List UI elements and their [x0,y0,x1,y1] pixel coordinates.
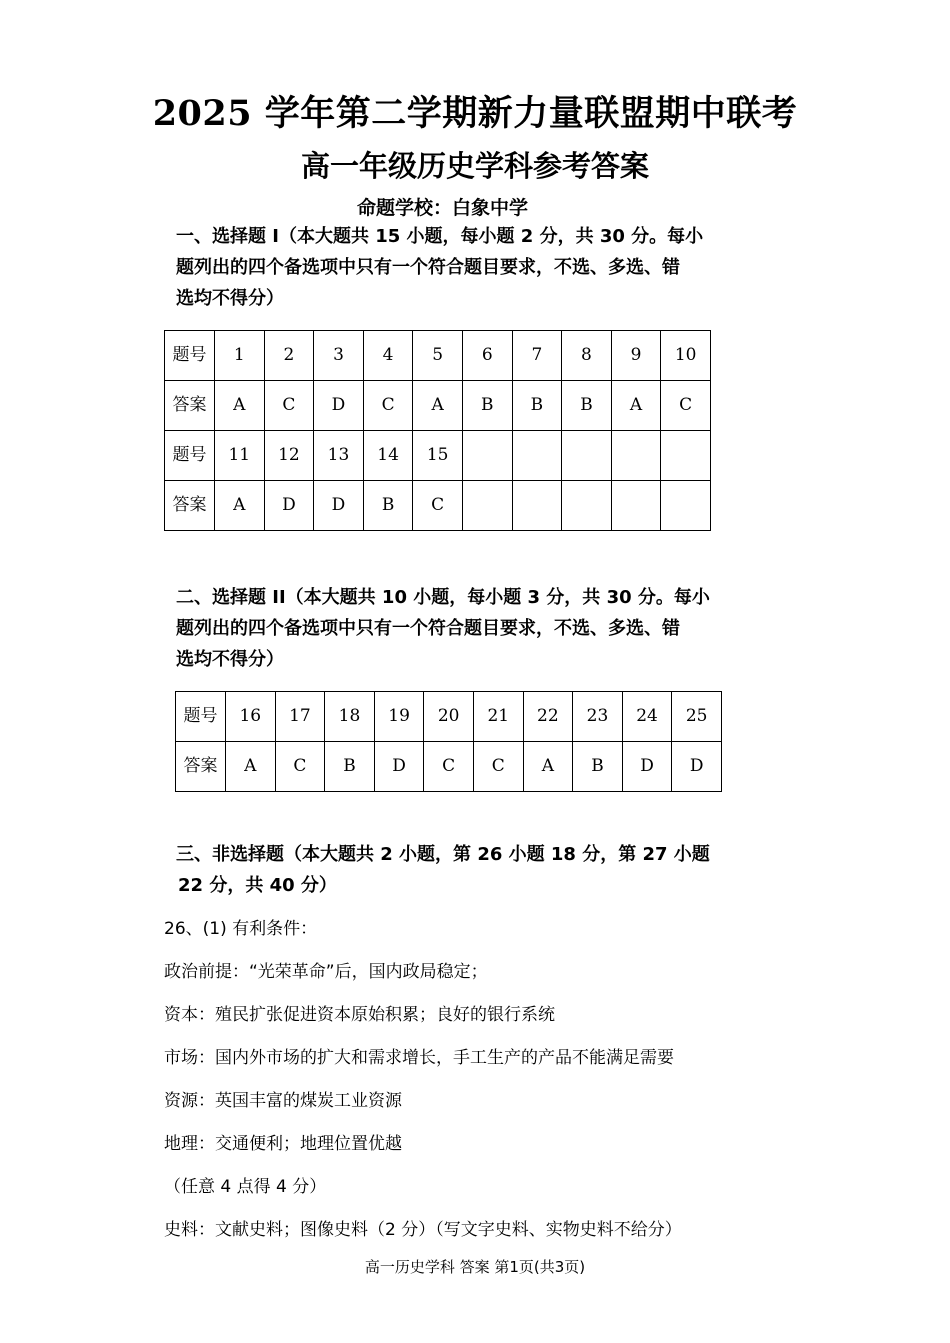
answer-key-subtitle: 高一年级历史学科参考答案 [300,149,649,183]
answer-cell: 9 [611,331,661,381]
answer-cell: D [264,481,314,531]
table-row [165,431,711,481]
table-row [176,742,722,792]
answer-cell: 10 [661,331,711,381]
answer-cell: B [462,381,512,431]
answer-cell: 23 [573,692,623,742]
answer-cell: 21 [473,692,523,742]
answer-line: 资本：殖民扩张促进资本原始积累；良好的银行系统 [164,1005,555,1025]
answer-cell: B [363,481,413,531]
answer-cell [611,431,661,481]
answer-cell: 8 [562,331,612,381]
table-row [165,381,711,431]
answer-cell: 16 [226,692,276,742]
row-header-cell: 答案 [165,381,215,431]
answer-table-1 [164,330,711,531]
answer-cell [512,481,562,531]
answer-cell: A [215,481,265,531]
section1-line: 一、选择题 I（本大题共 15 小题，每小题 2 分，共 30 分。每小 [176,226,704,247]
section3-heading [176,839,710,901]
answer-cell [661,481,711,531]
answer-cell: 13 [314,431,364,481]
section2-heading [176,582,710,675]
answer-cell: 1 [215,331,265,381]
answer-cell: D [672,742,722,792]
answer-cell: D [622,742,672,792]
table-row [176,692,722,742]
answer-cell [611,481,661,531]
answer-cell: 12 [264,431,314,481]
table-row [165,331,711,381]
answer-cell: D [374,742,424,792]
answer-cell: 4 [363,331,413,381]
answer-line: 资源：英国丰富的煤炭工业资源 [164,1091,402,1111]
answer-cell: 15 [413,431,463,481]
section2-line: 选均不得分） [176,649,284,670]
answer-line: 地理：交通便利；地理位置优越 [164,1134,402,1154]
answer-table-2 [175,691,722,792]
answer-cell: 11 [215,431,265,481]
answer-cell: 3 [314,331,364,381]
answer-cell: A [226,742,276,792]
answer-cell: 5 [413,331,463,381]
section1-heading [176,221,703,314]
exam-title: 2025 学年第二学期新力量联盟期中联考 [152,93,798,134]
answer-line: 政治前提：“光荣革命”后，国内政局稳定； [164,962,488,982]
answer-cell: C [424,742,474,792]
answer-line: 史料：文献史料；图像史料（2 分）（写文字史料、实物史料不给分） [164,1220,682,1240]
answer-cell: D [314,481,364,531]
answer-26-heading: 26、(1) 有利条件： [164,919,318,939]
answer-cell [661,431,711,481]
section1-line: 选均不得分） [176,288,284,309]
answer-cell: 14 [363,431,413,481]
answer-cell [462,431,512,481]
row-header-cell: 题号 [165,431,215,481]
section2-line: 二、选择题 II（本大题共 10 小题，每小题 3 分，共 30 分。每小 [176,587,710,608]
answer-cell: 2 [264,331,314,381]
section3-line: 22 分，共 40 分） [178,875,337,896]
answer-cell: A [523,742,573,792]
section1-line: 题列出的四个备选项中只有一个符合题目要求，不选、多选、错 [176,257,680,278]
row-header-cell: 答案 [176,742,226,792]
answer-cell: C [275,742,325,792]
row-header-cell: 答案 [165,481,215,531]
answer-cell: C [363,381,413,431]
answer-cell [462,481,512,531]
answer-cell: B [325,742,375,792]
answer-cell: 24 [622,692,672,742]
answer-cell: 22 [523,692,573,742]
answer-cell: 18 [325,692,375,742]
answer-cell: B [573,742,623,792]
answer-cell: 25 [672,692,722,742]
answer-cell: A [215,381,265,431]
answer-cell: 20 [424,692,474,742]
answer-cell: 6 [462,331,512,381]
answer-cell: C [661,381,711,431]
school-line: 命题学校：白象中学 [356,197,528,219]
answer-cell: C [413,481,463,531]
page-footer: 高一历史学科 答案 第1页(共3页) [364,1258,586,1276]
row-header-cell: 题号 [176,692,226,742]
scoring-note: （任意 4 点得 4 分） [164,1177,327,1197]
answer-cell: B [512,381,562,431]
answer-cell: 19 [374,692,424,742]
section2-line: 题列出的四个备选项中只有一个符合题目要求，不选、多选、错 [176,618,680,639]
answer-cell: A [413,381,463,431]
row-header-cell: 题号 [165,331,215,381]
answer-cell: 7 [512,331,562,381]
answer-cell: A [611,381,661,431]
answer-cell [562,431,612,481]
answer-cell: C [264,381,314,431]
table-row [165,481,711,531]
answer-cell: D [314,381,364,431]
answer-cell: 17 [275,692,325,742]
answer-cell: B [562,381,612,431]
answer-cell [512,431,562,481]
answer-line: 市场：国内外市场的扩大和需求增长，手工生产的产品不能满足需要 [164,1048,674,1068]
answer-cell: C [473,742,523,792]
section3-line: 三、非选择题（本大题共 2 小题，第 26 小题 18 分，第 27 小题 [176,844,710,865]
answer-cell [562,481,612,531]
